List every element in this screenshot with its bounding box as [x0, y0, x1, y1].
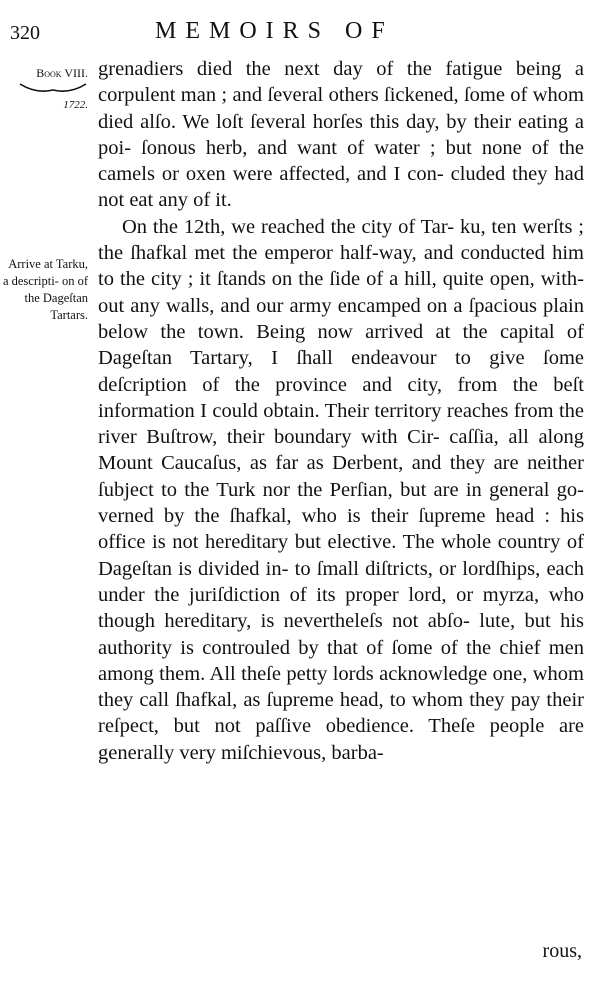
catchword: rous, — [542, 940, 582, 962]
paragraph-2: On the 12th, we reached the city of Tar- ku, ten werſts ; the ſhafkal met the emperor half-way, and conducted him to the city ; it ſtands on the ſide of a hill, quite open, with- out any walls, and our army encamped on a ſpacious plain below the town. Being now arrived at the capital of Dageſtan Tartary, I ſhall endeavour to give ſome deſcription of the province and city, from the beſt information I could obtain. Their territory reaches from the river Buſtrow, their boundary with Cir- caſſia, all along Mount Caucaſus, as far as Derbent, and they are neither ſubject to the Turk nor the Perſian, but are in general go- verned by the ſhafkal, who is their ſupreme head : his office is not hereditary but elective. The whole country of Dageſtan is divided in- to ſmall diſtricts, or lordſhips, each under the juriſdiction of its proper lord, or myrza, who though hereditary, is nevertheleſs not abſo- lute, but his authority is controuled by that of ſome of the chief men among them. All theſe petty lords acknowledge one, whom they call ſhafkal, as ſupreme head, to whom they pay their reſpect, but not paſſive obedience. Theſe people are generally very miſchievous, barba- — [98, 215, 584, 764]
margin-note-year: 1722. — [63, 99, 88, 111]
running-title: MEMOIRS OF — [155, 18, 394, 44]
margin-note-book: Book VIII. — [36, 66, 88, 80]
brace-ornament — [18, 82, 88, 96]
body-text — [98, 56, 584, 766]
page-number: 320 — [10, 22, 40, 44]
margin-note-arrive-tarku: Arrive at Tarku, a descripti- on of the Dageſtan Tartars. — [2, 257, 88, 322]
paragraph-1: grenadiers died the next day of the fatigue being a corpulent man ; and ſeveral others ſickened, ſome of whom died alſo. We loſt ſeveral horſes this day, by their eating a poi- ſonous herb, and want of water ; but none of the camels or oxen were affected, and I con- cluded they had not eat any of it. — [98, 58, 584, 212]
